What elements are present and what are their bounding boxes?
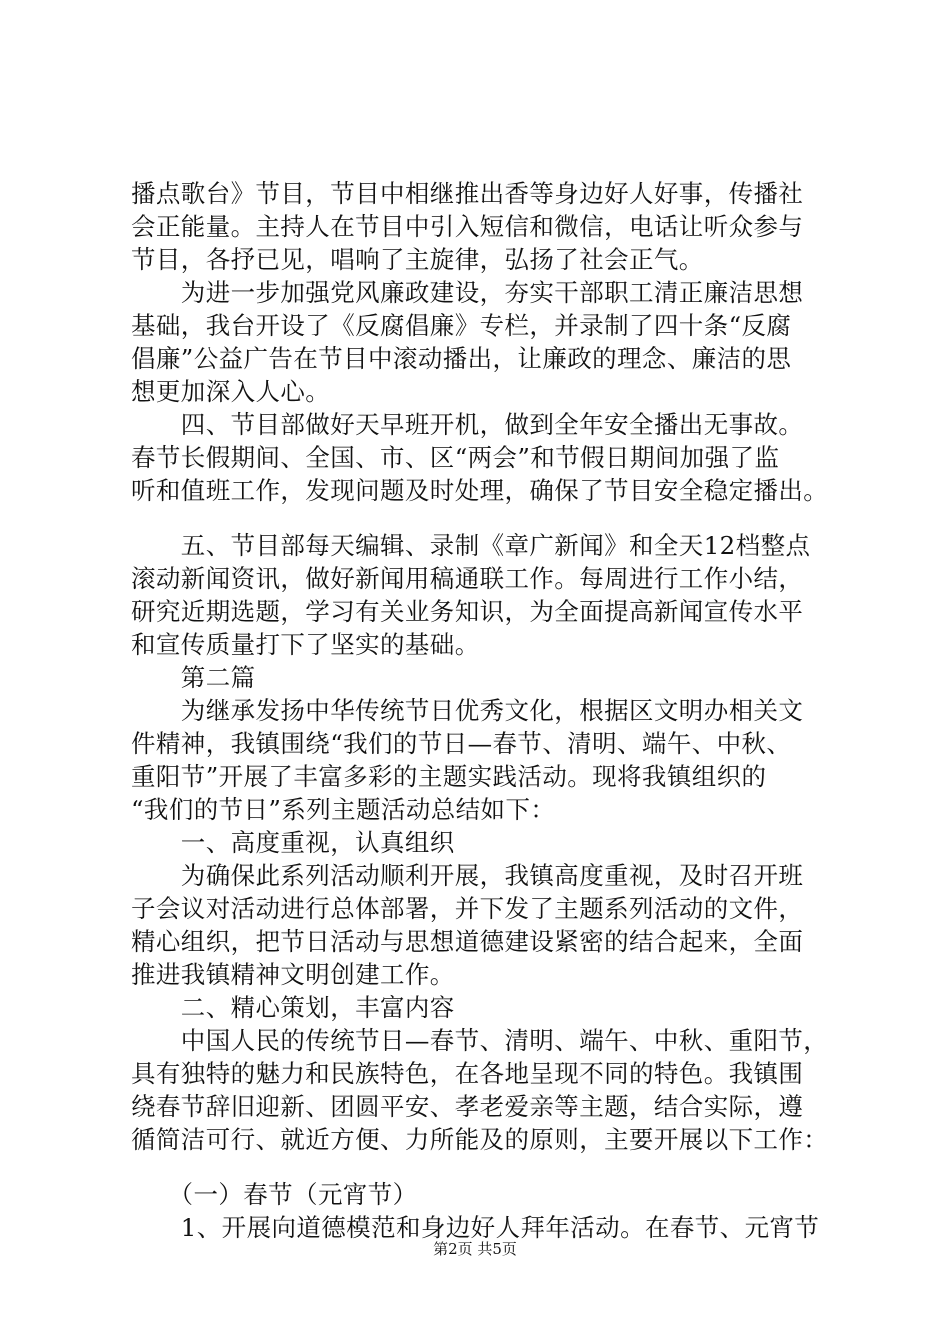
section-heading: 一、高度重视，认真组织 [131, 828, 455, 857]
text-line: “我们的节日”系列主题活动总结如下： [131, 795, 556, 824]
text-line: 循简洁可行、就近方便、力所能及的原则，主要开展以下工作： [131, 1125, 829, 1154]
text-line: 精心组织，把节日活动与思想道德建设紧密的结合起来，全面 [131, 927, 804, 956]
text-line: 件精神，我镇围绕“我们的节日—春节、清明、端午、中秋、 [131, 729, 792, 758]
text-line: 滚动新闻资讯，做好新闻用稿通联工作。每周进行工作小结， [131, 564, 804, 593]
text-line: 五、节目部每天编辑、录制《章广新闻》和全天12档整点 [131, 531, 811, 560]
text-line: 会正能量。主持人在节目中引入短信和微信，电话让听众参与 [131, 212, 804, 241]
text-line: 为确保此系列活动顺利开展，我镇高度重视，及时召开班 [131, 861, 804, 890]
text-line: 节目，各抒已见，唱响了主旋律，弘扬了社会正气。 [131, 245, 704, 274]
text-line: 倡廉”公益广告在节目中滚动播出，让廉政的理念、廉洁的思 [131, 344, 792, 373]
section-heading: 第二篇 [131, 663, 256, 692]
page-number: 第2页 共5页 [433, 1240, 517, 1258]
text-line: 推进我镇精神文明创建工作。 [131, 960, 455, 989]
text-line: 想更加深入人心。 [131, 377, 331, 406]
text-line: 春节长假期间、全国、市、区“两会”和节假日期间加强了监 [131, 443, 780, 472]
text-line: 具有独特的魅力和民族特色，在各地呈现不同的特色。我镇围 [131, 1059, 804, 1088]
text-line: 子会议对活动进行总体部署，并下发了主题系列活动的文件， [131, 894, 804, 923]
text-line: 为继承发扬中华传统节日优秀文化，根据区文明办相关文 [131, 696, 804, 725]
text-line: 和宣传质量打下了坚实的基础。 [131, 630, 480, 659]
text-line: 四、节目部做好天早班开机，做到全年安全播出无事故。 [131, 410, 804, 439]
text-line: 播点歌台》节目，节目中相继推出香等身边好人好事，传播社 [131, 179, 804, 208]
text-line: 中国人民的传统节日—春节、清明、端午、中秋、重阳节， [131, 1026, 829, 1055]
text-line: 1、开展向道德模范和身边好人拜年活动。在春节、元宵节 [131, 1213, 820, 1242]
text-line: 为进一步加强党风廉政建设，夯实干部职工清正廉洁思想 [131, 278, 804, 307]
text-line: 绕春节辞旧迎新、团圆平安、孝老爱亲等主题，结合实际，遵 [131, 1092, 804, 1121]
text-line: 研究近期选题，学习有关业务知识，为全面提高新闻宣传水平 [131, 597, 804, 626]
section-heading: 二、精心策划，丰富内容 [131, 993, 455, 1022]
text-line: 听和值班工作，发现问题及时处理，确保了节目安全稳定播出。 [131, 476, 829, 505]
section-heading: （一）春节（元宵节） [131, 1180, 418, 1209]
text-line: 重阳节”开展了丰富多彩的主题实践活动。现将我镇组织的 [131, 762, 767, 791]
text-line: 基础，我台开设了《反腐倡廉》专栏，并录制了四十条“反腐 [131, 311, 792, 340]
